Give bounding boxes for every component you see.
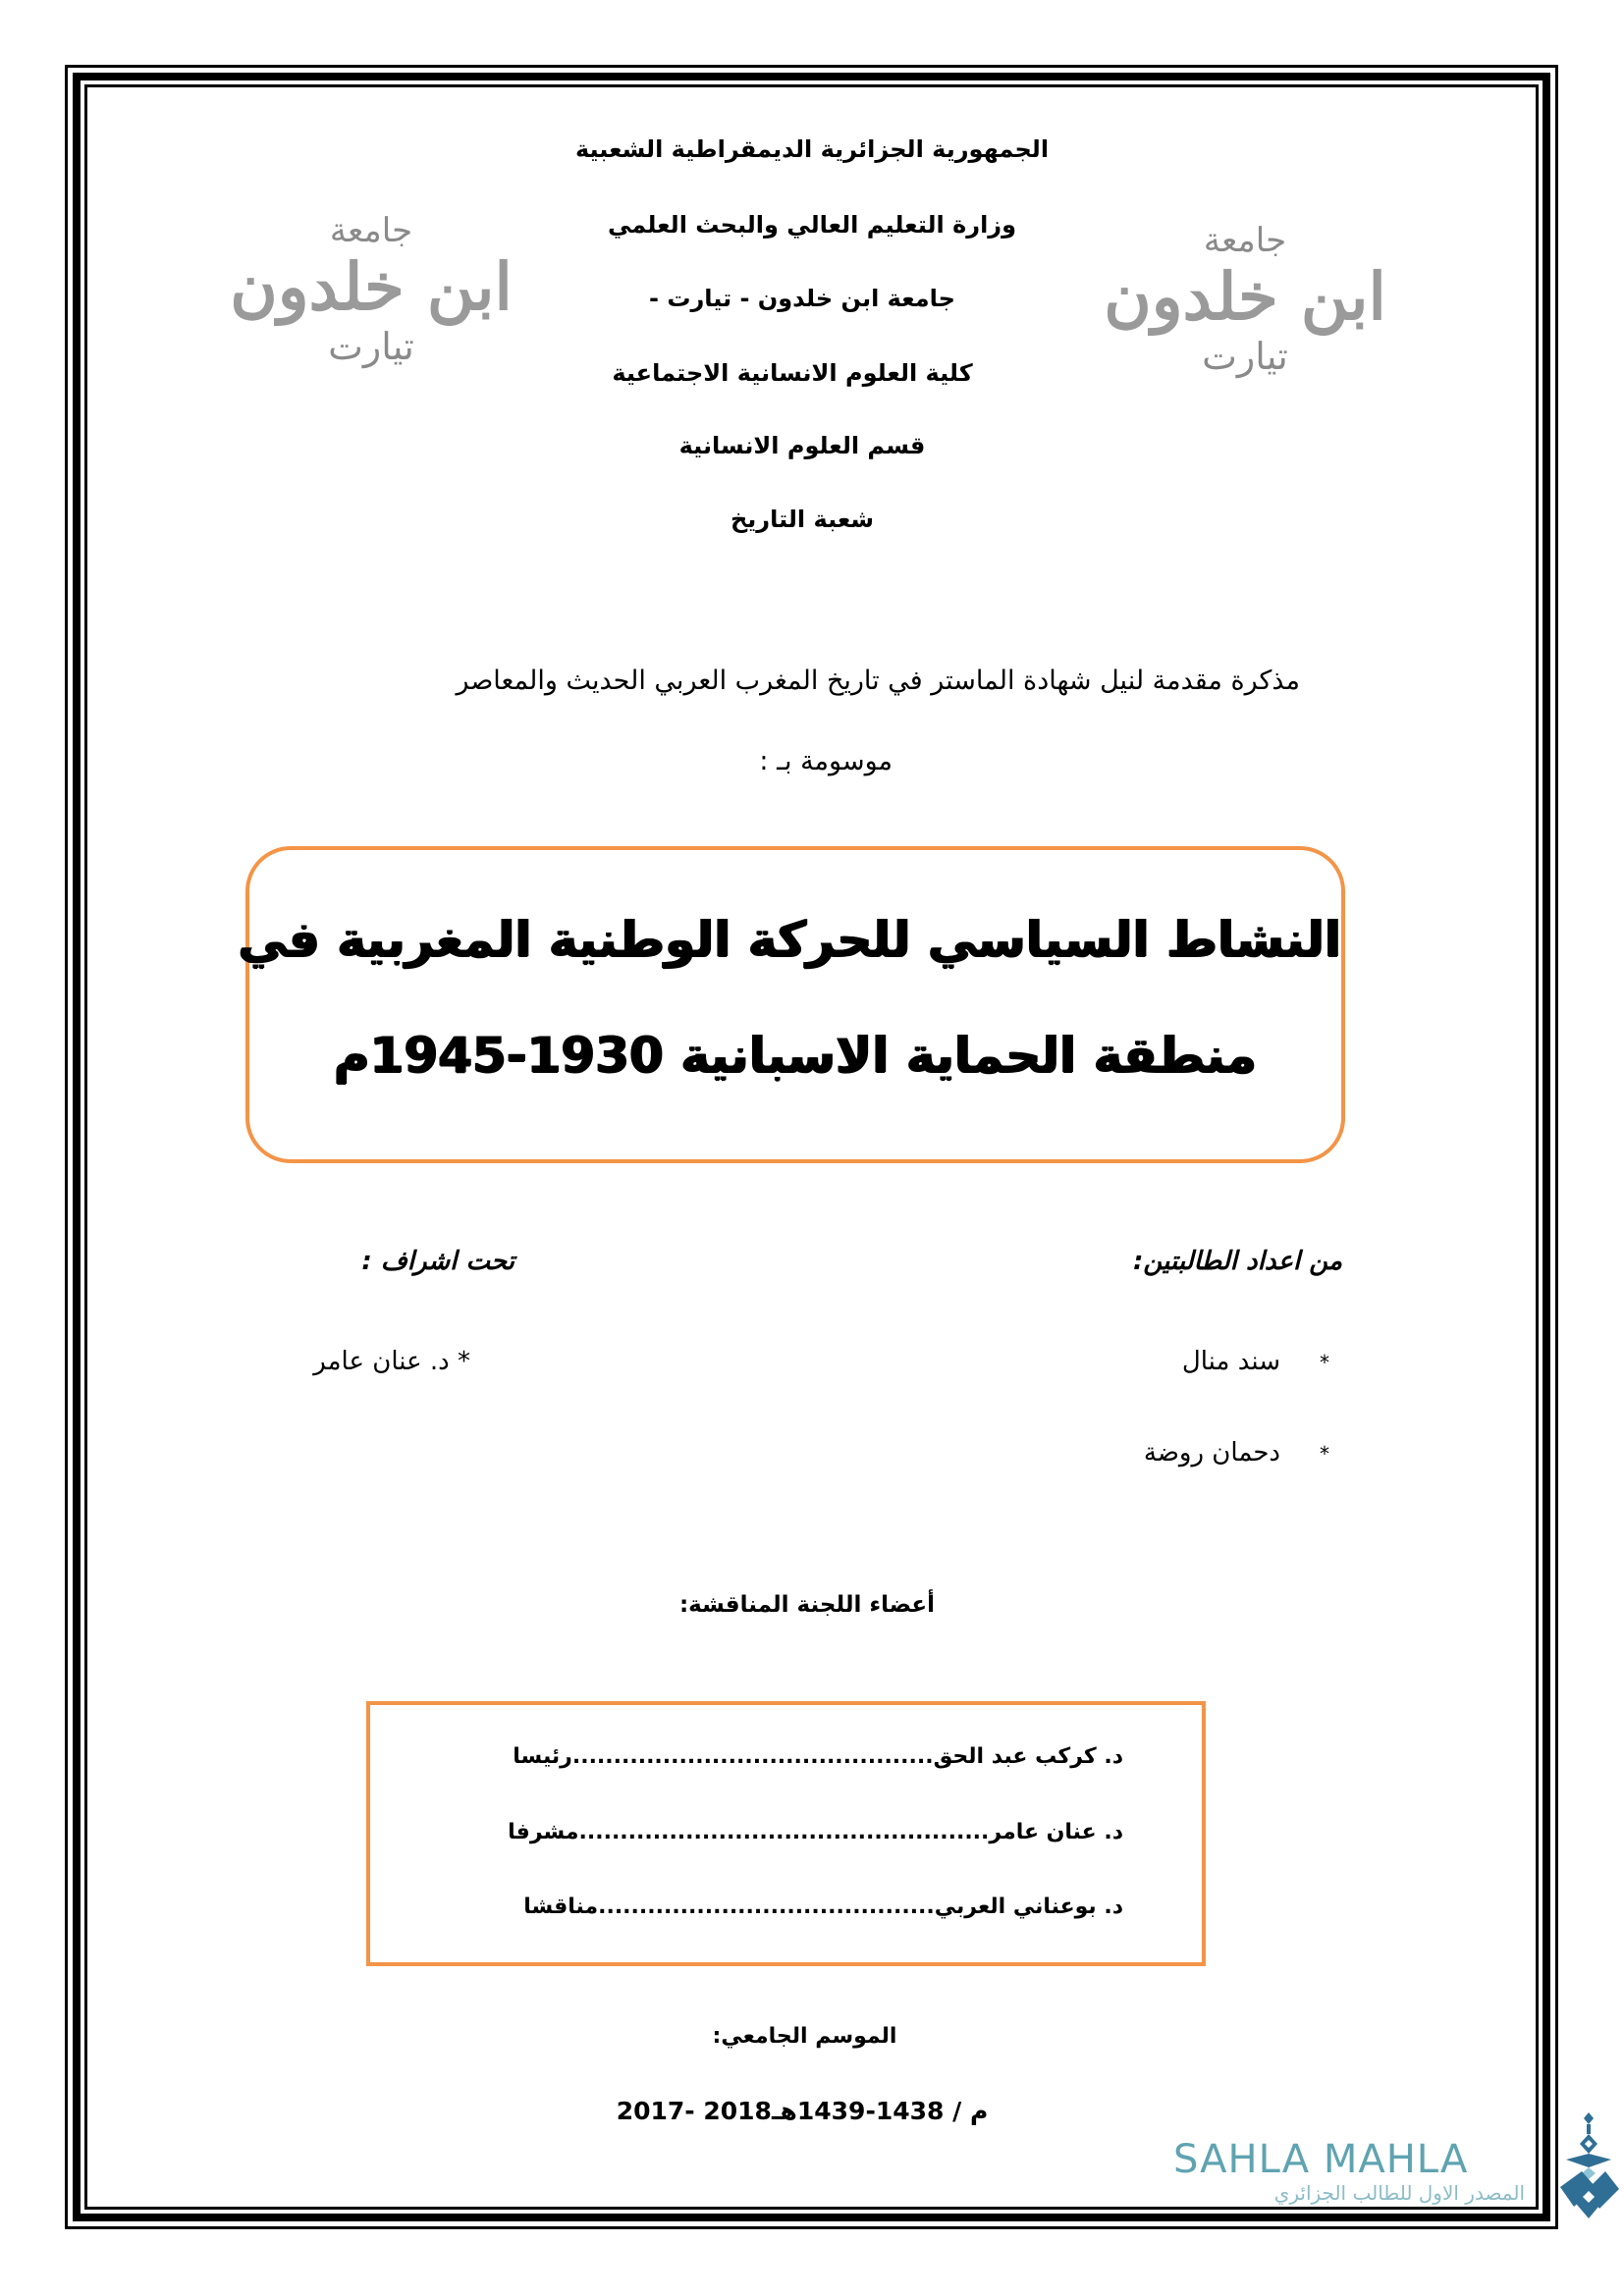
republic-name: الجمهورية الجزائرية الديمقراطية الشعبية [574,135,1050,163]
bullet-icon: * [1320,1351,1329,1374]
ministry-name: وزارة التعليم العالي والبحث العلمي [607,211,1017,239]
thesis-statement: مذكرة مقدمة لنيل شهادة الماستر في تاريخ المغرب العربي الحديث والمعاصر [456,666,1300,696]
committee-dots: ......................................... [598,1895,935,1919]
titled-label: موسومة بـ : [759,746,893,776]
supervisor-name: * د. عنان عامر [313,1347,470,1376]
watermark-brand: SAHLA MAHLA [1173,2137,1469,2182]
committee-member-name: د. بوعناني العربي [934,1895,1123,1919]
season-years: 2017- 2018م / 1438-1439هـ [616,2097,989,2125]
branch-name: شعبة التاريخ [730,506,875,533]
thesis-title-box [238,846,1345,1163]
university-logo-right [1098,211,1392,466]
committee-member-row [513,1744,1123,1769]
committee-dots: ............................................ [571,1744,934,1769]
university-logo-left [224,201,518,456]
logo-text-ibn-khaldoun: ابن خلدون [1104,258,1386,335]
committee-dots: .................................................. [578,1820,990,1844]
sahla-mahla-watermark [1173,2137,1556,2205]
student-name: *سند منال [1181,1347,1329,1376]
faculty-name: كلية العلوم الانسانية الاجتماعية [612,359,973,387]
season-label: الموسم الجامعي: [712,2024,897,2049]
watermark-tagline: المصدر الاول للطالب الجزائري [1273,2181,1525,2205]
university-name: جامعة ابن خلدون - تيارت - [649,285,955,312]
committee-member-name: د. عنان عامر [989,1820,1123,1844]
committee-box [366,1701,1206,1966]
logo-text-tiaret: تيارت [328,324,414,368]
sahla-mahla-emblem-icon [1556,2110,1621,2228]
committee-member-name: د. كركب عبد الحق [933,1744,1123,1769]
committee-member-role: رئيسا [513,1744,572,1769]
department-name: قسم العلوم الانسانية [678,432,926,459]
student-name: *دحمان روضة [1143,1438,1329,1468]
committee-member-role: مناقشا [523,1895,599,1919]
logo-text-university: جامعة [329,211,413,250]
supervisor-label: تحت اشراف : [361,1247,514,1276]
logo-text-tiaret: تيارت [1202,334,1288,378]
committee-member-row [523,1895,1123,1919]
thesis-title-line-2: منطقة الحماية الاسبانية 1930-1945م [334,1027,1257,1084]
committee-label: أعضاء اللجنة المناقشة: [678,1592,936,1618]
committee-member-role: مشرفا [508,1820,579,1844]
logo-text-ibn-khaldoun: ابن خلدون [230,248,513,325]
committee-member-row [508,1820,1123,1844]
bullet-icon: * [1320,1442,1329,1466]
logo-text-university: جامعة [1203,221,1287,260]
thesis-title-line-1: النشاط السياسي للحركة الوطنية المغربية في [238,911,1341,968]
students-label: من اعداد الطالبتين: [1132,1247,1342,1276]
